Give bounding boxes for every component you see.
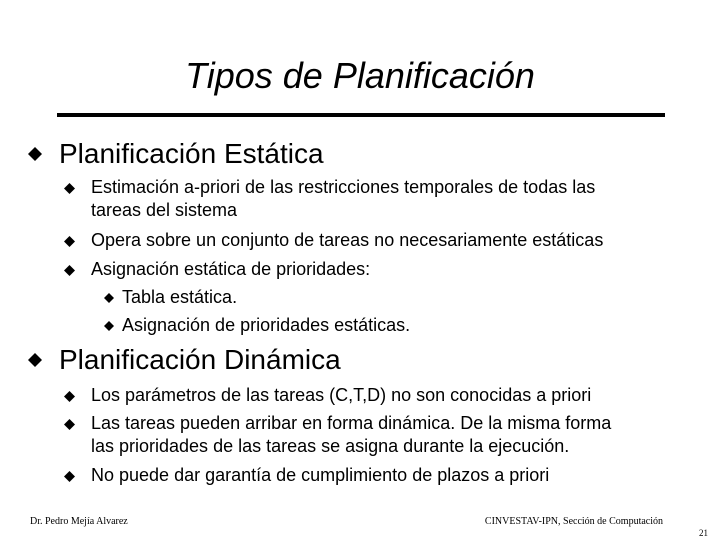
slide-title: Tipos de Planificación	[185, 55, 535, 96]
diamond-bullet-icon	[28, 353, 42, 367]
page-number: 21	[699, 528, 708, 538]
footer-institution: CINVESTAV-IPN, Sección de Computación	[484, 516, 663, 527]
title-underline	[57, 113, 665, 117]
diamond-bullet-icon	[64, 391, 75, 402]
diamond-bullet-icon	[104, 293, 114, 303]
diamond-bullet-icon	[64, 265, 75, 276]
diamond-bullet-icon	[28, 147, 42, 161]
list-item-text: Asignación estática de prioridades:	[91, 259, 371, 279]
sub-list-item-text: Tabla estática.	[122, 287, 238, 307]
diamond-bullet-icon	[104, 321, 114, 331]
list-item-text: No puede dar garantía de cumplimiento de plazos a priori	[91, 465, 550, 485]
diamond-bullet-icon	[64, 236, 75, 247]
section-heading-label: Planificación Dinámica	[59, 344, 341, 375]
section-heading-label: Planificación Estática	[59, 138, 324, 169]
sub-list-item-text: Asignación de prioridades estáticas.	[122, 315, 411, 335]
diamond-bullet-icon	[64, 419, 75, 430]
diamond-bullet-icon	[64, 183, 75, 194]
list-item-text: Las tareas pueden arribar en forma dinámica. De la misma forma las prioridades de las tareas se asigna durante la ejecución.	[91, 413, 612, 456]
list-item-text: Los parámetros de las tareas (C,T,D) no son conocidas a priori	[91, 385, 592, 405]
list-item-text: Estimación a-priori de las restricciones temporales de todas las tareas del sistema	[91, 177, 596, 220]
footer-author: Dr. Pedro Mejía Alvarez	[30, 516, 128, 527]
diamond-bullet-icon	[64, 471, 75, 482]
list-item-text: Opera sobre un conjunto de tareas no necesariamente estáticas	[91, 230, 604, 250]
